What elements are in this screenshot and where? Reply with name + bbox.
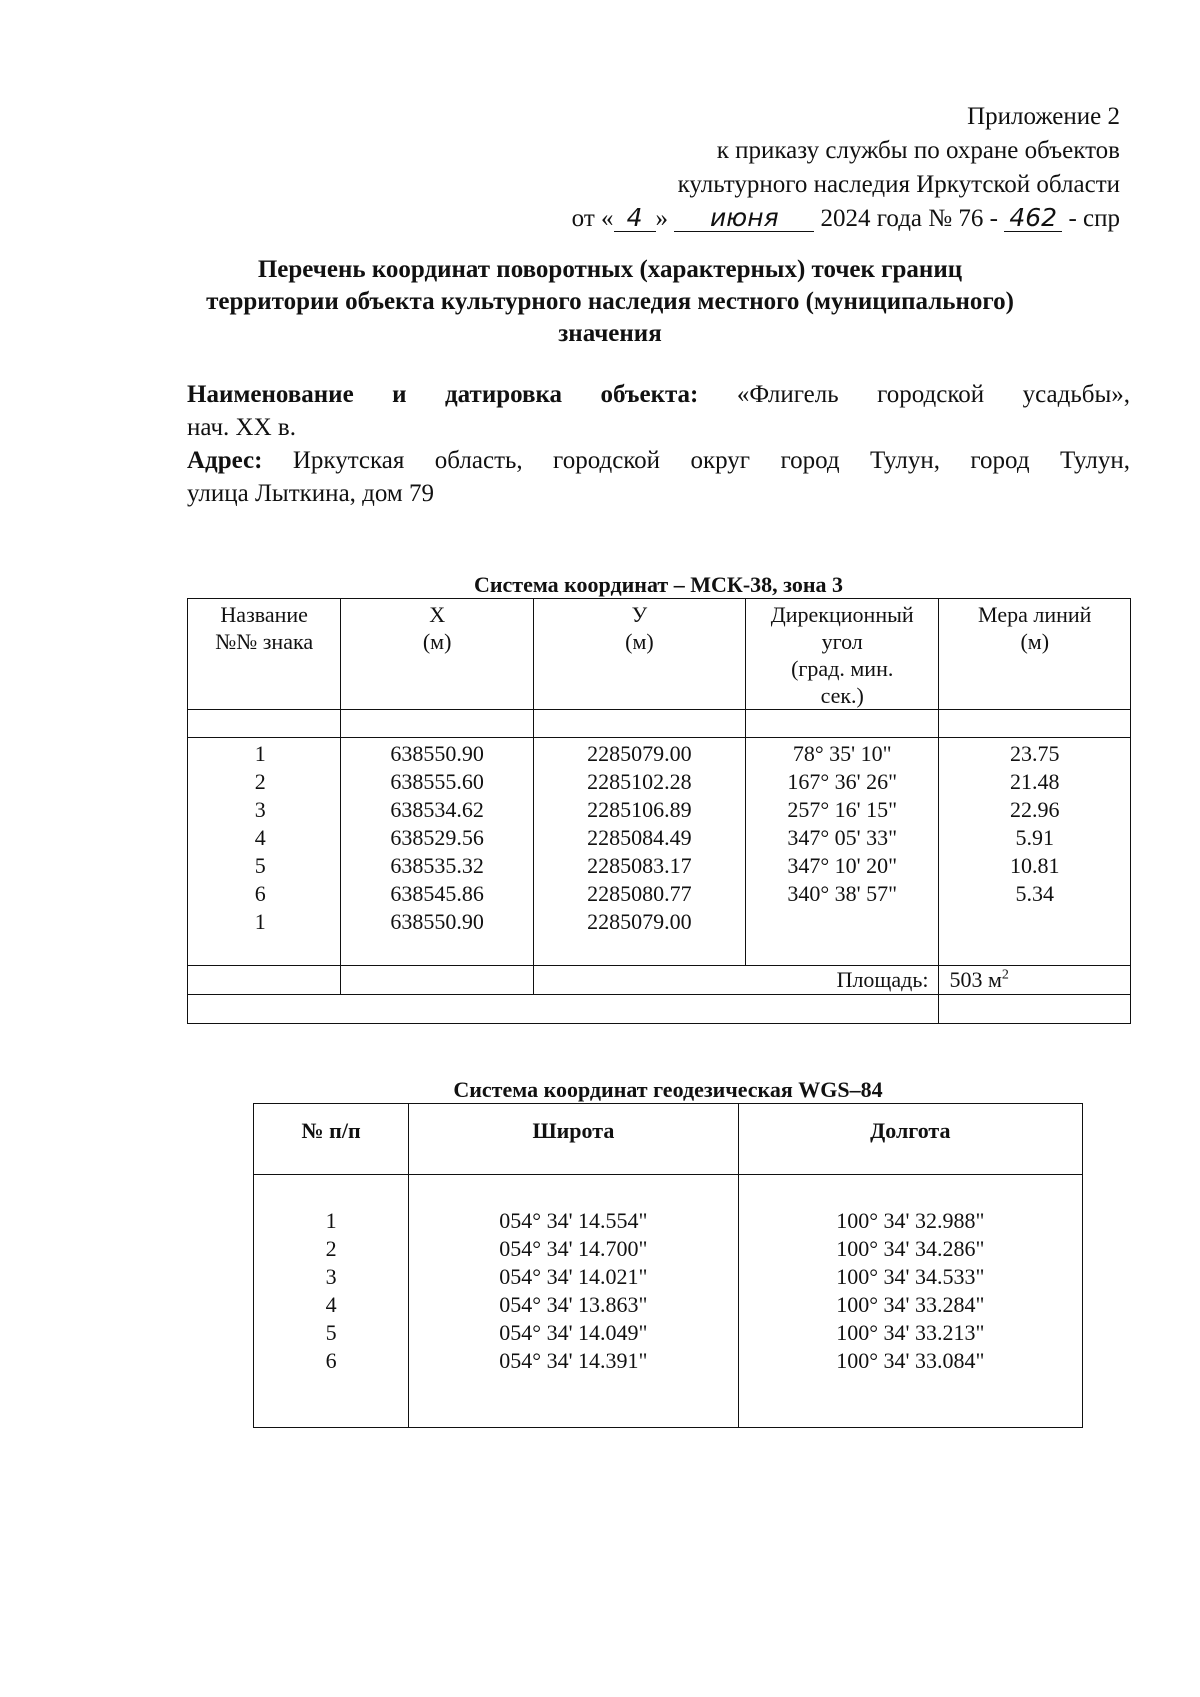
msk-empty-row	[188, 995, 1131, 1024]
wgs-header-row	[254, 1104, 1083, 1175]
object-info	[187, 378, 1130, 510]
wgs-longitude: 100° 34' 32.988"	[836, 1208, 985, 1233]
address-label: Адрес:	[187, 447, 263, 474]
date-quote: »	[655, 205, 669, 232]
handwritten-order-number: 462	[1004, 205, 1062, 232]
msk-col-x-values	[341, 738, 534, 966]
msk-caption: Система координат – МСК-38, зона 3	[473, 572, 844, 597]
wgs-data-row	[254, 1175, 1083, 1428]
header-number: № п/п	[254, 1104, 409, 1175]
msk-length-value: 10.81	[1009, 853, 1060, 878]
header-y: У (м)	[533, 599, 745, 710]
wgs-latitude: 054° 34' 14.391"	[499, 1348, 648, 1373]
msk-point-number: 1	[254, 741, 266, 766]
wgs-latitude: 054° 34' 14.021"	[499, 1264, 648, 1289]
title-line-1: Перечень координат поворотных (характерных) точек границ	[257, 256, 963, 283]
msk-length-value	[939, 908, 1130, 936]
wgs-point-number: 5	[325, 1320, 337, 1345]
msk-x-value: 638555.60	[390, 769, 484, 794]
msk-blank-row	[188, 710, 1131, 738]
msk-data-row	[188, 738, 1131, 966]
wgs-longitude: 100° 34' 33.084"	[836, 1348, 985, 1373]
title-line-2: территории объекта культурного наследия местного (муниципального)	[206, 288, 1014, 315]
msk-y-value: 2285084.49	[587, 825, 692, 850]
address-value: Иркутская область, городской округ город Тулун, город Тулун,	[292, 447, 1130, 474]
object-date-line: нач. XX в.	[187, 414, 296, 441]
msk-y-value: 2285079.00	[587, 909, 692, 934]
order-suffix: - спр	[1068, 205, 1120, 232]
header-longitude: Долгота	[738, 1104, 1082, 1175]
wgs-longitude: 100° 34' 34.286"	[836, 1236, 985, 1261]
msk-angle-value: 347° 10' 20"	[787, 853, 898, 878]
msk-angle-value: 340° 38' 57"	[787, 881, 898, 906]
msk-point-number: 3	[254, 797, 266, 822]
msk-x-value: 638529.56	[390, 825, 484, 850]
msk-angle-value: 78° 35' 10"	[792, 741, 892, 766]
msk-x-value: 638550.90	[390, 741, 484, 766]
wgs-longitude: 100° 34' 33.284"	[836, 1292, 985, 1317]
msk-point-number: 4	[254, 825, 266, 850]
msk-point-number: 2	[254, 769, 266, 794]
msk-length-value: 21.48	[1009, 769, 1060, 794]
header-x: Х (м)	[341, 599, 534, 710]
msk-x-value: 638535.32	[390, 853, 484, 878]
handwritten-month: июня	[674, 205, 814, 232]
msk-angle-value	[746, 908, 939, 936]
msk-y-value: 2285079.00	[587, 741, 692, 766]
header-point-name: Название №№ знака	[188, 599, 341, 710]
wgs-longitude: 100° 34' 34.533"	[836, 1264, 985, 1289]
wgs-coordinates-table	[253, 1103, 1083, 1428]
wgs-latitude: 054° 34' 13.863"	[499, 1292, 648, 1317]
msk-y-value: 2285080.77	[587, 881, 692, 906]
wgs-latitude: 054° 34' 14.554"	[499, 1208, 648, 1233]
msk-length-value: 22.96	[1009, 797, 1060, 822]
msk-length-value: 23.75	[1009, 741, 1060, 766]
msk-angle-value: 167° 36' 26"	[787, 769, 898, 794]
msk-x-value: 638534.62	[390, 797, 484, 822]
wgs-point-number: 6	[325, 1348, 337, 1373]
wgs-latitude: 054° 34' 14.700"	[499, 1236, 648, 1261]
msk-col-lengths	[939, 738, 1131, 966]
header-line-length: Мера линий (м)	[939, 599, 1131, 710]
msk-y-value: 2285106.89	[587, 797, 692, 822]
object-name-value: «Флигель городской усадьбы»,	[736, 381, 1130, 408]
msk-point-number: 6	[254, 881, 266, 906]
msk-y-value: 2285102.28	[587, 769, 692, 794]
msk-length-value: 5.91	[1015, 825, 1054, 850]
object-name-line	[187, 378, 1130, 411]
msk-area-row	[188, 966, 1131, 995]
msk-point-number: 1	[254, 909, 266, 934]
date-prefix: от «	[571, 205, 614, 232]
msk-col-y-values	[533, 738, 745, 966]
appendix-authority-line: культурного наследия Иркутской области	[677, 171, 1120, 198]
msk-y-value: 2285083.17	[587, 853, 692, 878]
address-value-line-2: улица Лыткина, дом 79	[187, 480, 434, 507]
appendix-date-line	[572, 202, 1120, 236]
msk-coordinates-table	[187, 598, 1131, 1024]
msk-col-angles	[745, 738, 939, 966]
order-year-text: 2024 года № 76 -	[820, 205, 998, 232]
wgs-point-number: 3	[325, 1264, 337, 1289]
wgs-latitude: 054° 34' 14.049"	[499, 1320, 648, 1345]
wgs-caption: Система координат геодезическая WGS–84	[453, 1077, 883, 1102]
wgs-point-number: 1	[325, 1208, 337, 1233]
appendix-order-line: к приказу службы по охране объектов	[716, 137, 1120, 164]
msk-col-point-numbers	[188, 738, 341, 966]
wgs-col-longitudes	[738, 1175, 1082, 1428]
msk-angle-value: 257° 16' 15"	[787, 797, 898, 822]
document-title	[160, 254, 1060, 350]
object-address-line	[187, 444, 1130, 477]
appendix-title: Приложение 2	[967, 103, 1120, 130]
msk-header-row	[188, 599, 1131, 710]
appendix-header	[572, 100, 1120, 236]
msk-x-value: 638545.86	[390, 881, 484, 906]
title-line-3: значения	[558, 320, 662, 347]
msk-length-value: 5.34	[1015, 881, 1054, 906]
wgs-longitude: 100° 34' 33.213"	[836, 1320, 985, 1345]
msk-point-number: 5	[254, 853, 266, 878]
object-name-label: Наименование и датировка объекта:	[187, 381, 699, 408]
header-latitude: Широта	[409, 1104, 738, 1175]
wgs-point-number: 4	[325, 1292, 337, 1317]
wgs-col-latitudes	[409, 1175, 738, 1428]
wgs-point-number: 2	[325, 1236, 337, 1261]
msk-angle-value: 347° 05' 33"	[787, 825, 898, 850]
msk-x-value: 638550.90	[390, 909, 484, 934]
wgs-col-numbers	[254, 1175, 409, 1428]
area-value: 503 $м^2$	[939, 966, 1131, 995]
header-direction-angle: Дирекционный угол (град. мин. сек.)	[745, 599, 939, 710]
area-label: Площадь:	[533, 966, 939, 995]
handwritten-day: 4	[614, 205, 656, 232]
